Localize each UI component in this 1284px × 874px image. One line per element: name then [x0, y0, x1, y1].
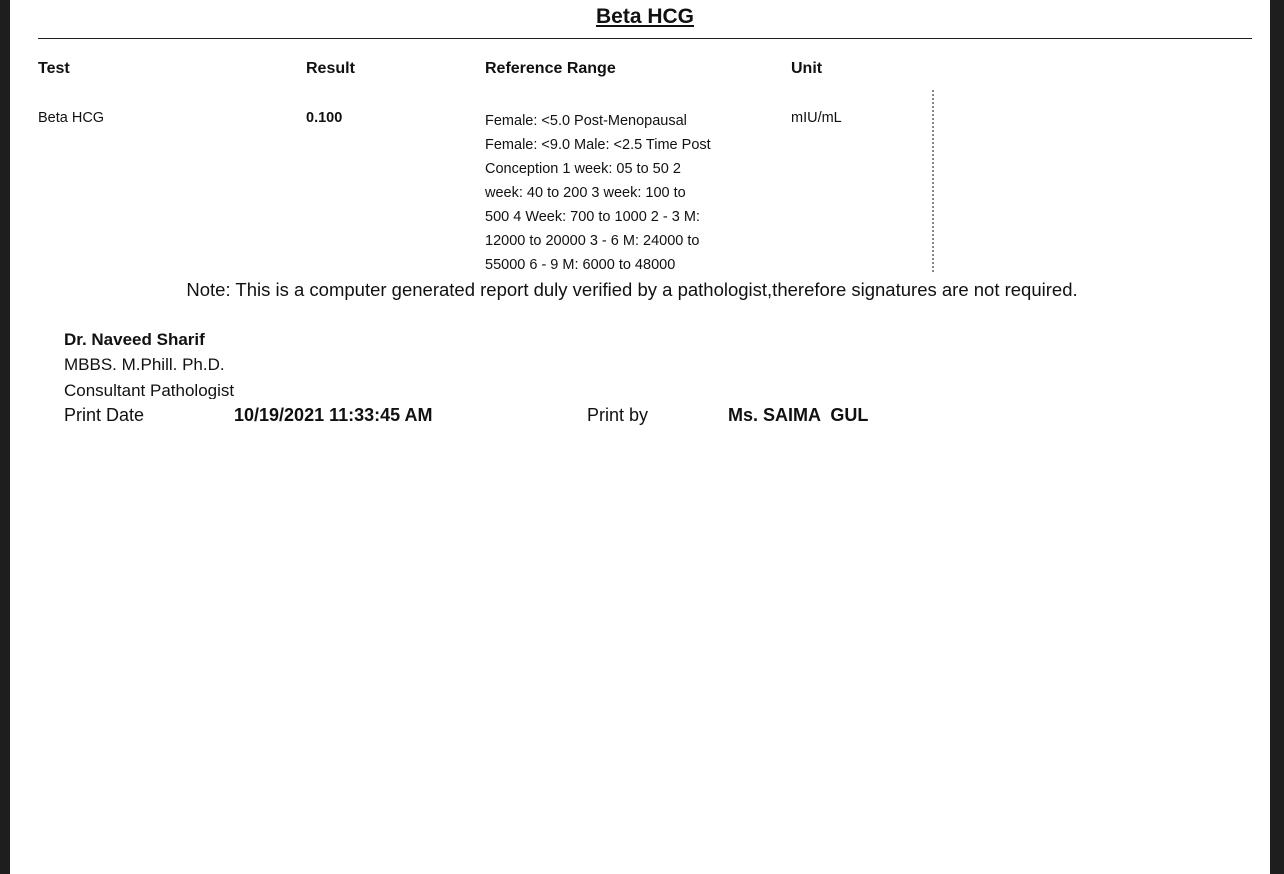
print-date: 10/19/2021 11:33:45 AM	[234, 405, 433, 425]
header-test: Test	[38, 60, 70, 77]
header-reference-range: Reference Range	[485, 60, 616, 77]
reference-range	[485, 109, 711, 277]
reference-line: Female: <5.0 Post-Menopausal	[485, 113, 687, 129]
reference-line: Conception 1 week: 05 to 50 2	[485, 161, 681, 177]
title-divider	[38, 38, 1252, 39]
print-by: Ms. SAIMA GUL	[728, 405, 869, 425]
reference-line: 500 4 Week: 700 to 1000 2 - 3 M:	[485, 209, 700, 225]
test-result: 0.100	[306, 110, 343, 126]
report-page	[10, 0, 1270, 874]
report-title: Beta HCG	[595, 5, 695, 28]
dotted-divider	[932, 90, 934, 272]
signatory-qualifications: MBBS. M.Phill. Ph.D.	[64, 355, 225, 374]
report-note: Note: This is a computer generated report duly verified by a pathologist,therefore signatures are not required.	[186, 279, 1078, 300]
signatory-designation: Consultant Pathologist	[64, 381, 235, 399]
print-by-label: Print by	[587, 405, 649, 425]
reference-line: Female: <9.0 Male: <2.5 Time Post	[485, 137, 711, 153]
reference-line: week: 40 to 200 3 week: 100 to	[485, 185, 686, 201]
test-name: Beta HCG	[38, 110, 105, 126]
header-unit: Unit	[791, 60, 823, 77]
signatory-name: Dr. Naveed Sharif	[64, 330, 205, 349]
reference-line: 12000 to 20000 3 - 6 M: 24000 to	[485, 233, 700, 249]
header-result: Result	[306, 60, 355, 77]
reference-line: 55000 6 - 9 M: 6000 to 48000	[485, 257, 676, 273]
test-unit: mIU/mL	[791, 110, 842, 126]
print-date-label: Print Date	[64, 405, 145, 425]
